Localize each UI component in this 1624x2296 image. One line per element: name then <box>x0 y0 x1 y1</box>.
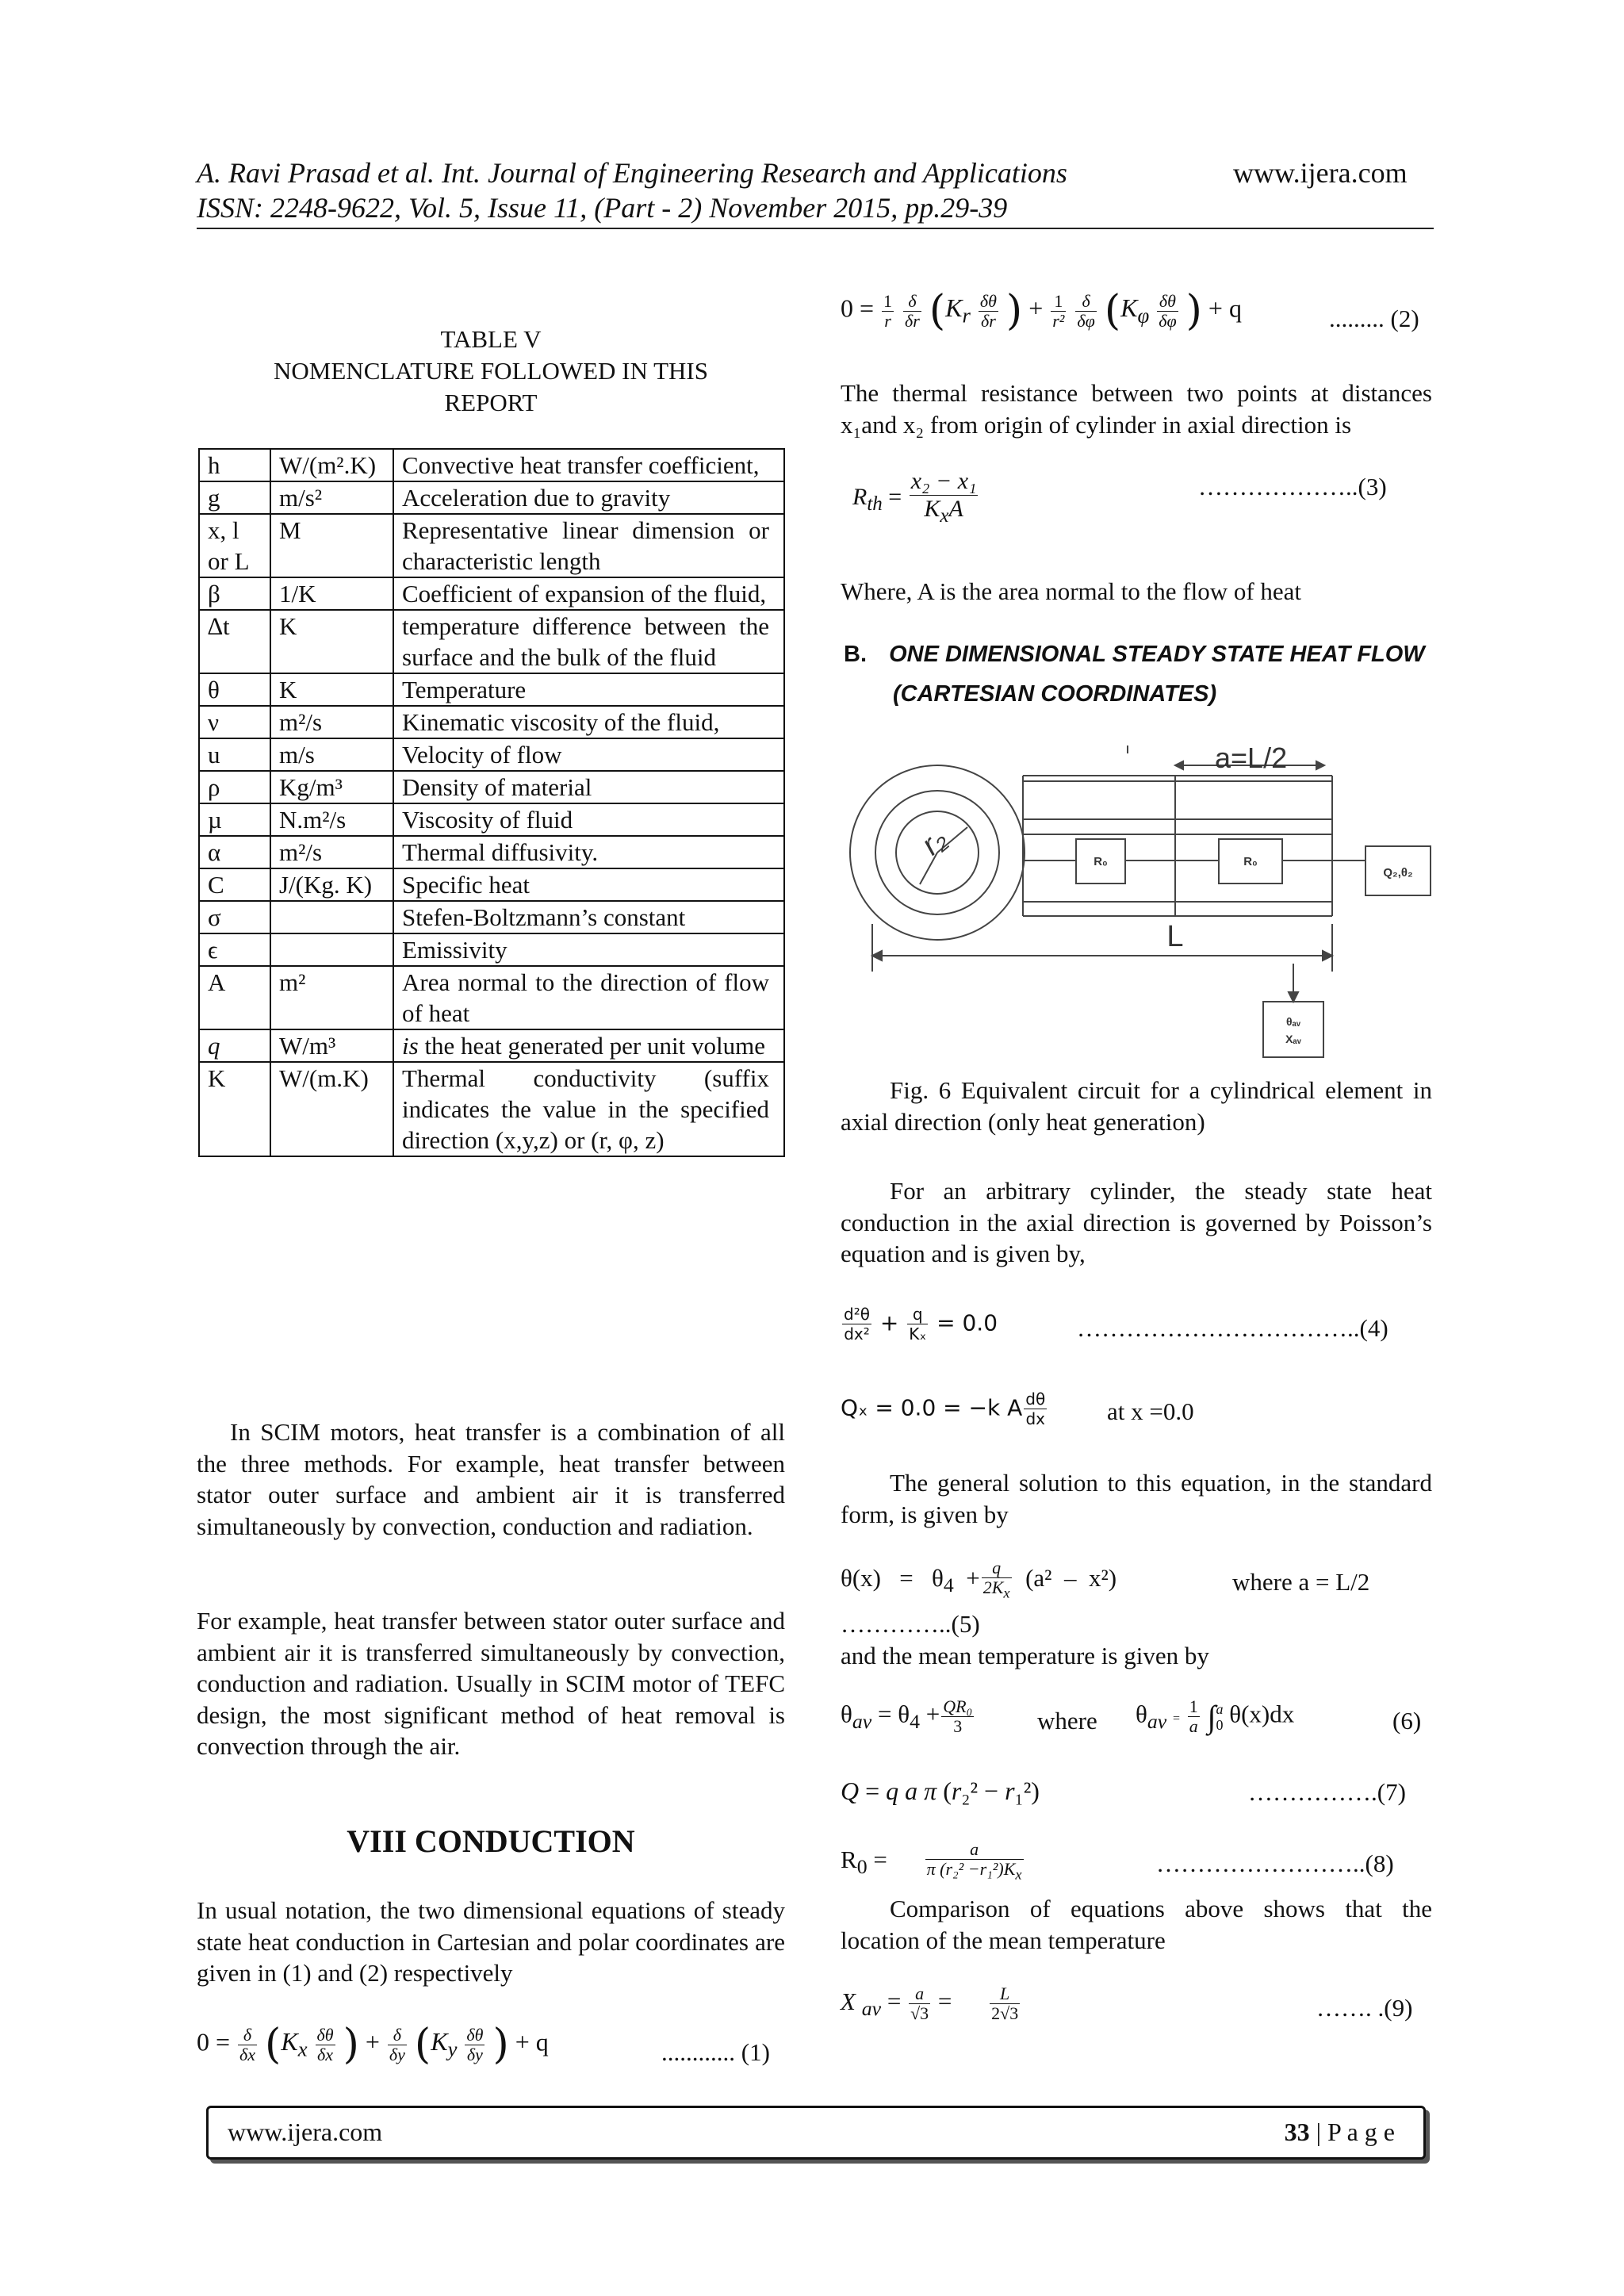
symbol-cell: µ <box>199 803 270 836</box>
table-subtitle-2: REPORT <box>444 389 538 416</box>
footer-bar <box>206 2106 1426 2160</box>
mean-temp-box <box>1263 1002 1323 1057</box>
unit-cell <box>270 933 393 966</box>
nomenclature-table <box>198 448 785 1157</box>
unit-cell: m/s² <box>270 481 393 514</box>
unit-cell: W/(m.K) <box>270 1062 393 1156</box>
unit-cell: J/(Kg. K) <box>270 868 393 901</box>
description-cell: Velocity of flow <box>393 738 784 771</box>
description-cell: Density of material <box>393 771 784 803</box>
paragraph-scim-heat-transfer: In SCIM motors, heat transfer is a combination of all the three methods. For example, heat transfer between stator outer surface and ambient air it is transferred simultaneously by convection, conduction and radiation. <box>197 1418 785 1540</box>
table-row <box>199 673 784 706</box>
journal-header-line1: A. Ravi Prasad et al. Int. Journal of Engineering Research and Applications <box>197 157 1067 189</box>
table-title: TABLE V <box>440 325 542 353</box>
symbol-cell: θ <box>199 673 270 706</box>
footer-page-number <box>1285 2118 1395 2147</box>
figure-label-q: Q₂,θ₂ <box>1383 866 1413 880</box>
unit-cell: m²/s <box>270 706 393 738</box>
equation-7: Q = q a π (r₂² − r₁²) …………….(7) <box>841 1777 1406 1806</box>
unit-cell <box>270 901 393 933</box>
unit-cell: K <box>270 610 393 673</box>
section-heading-conduction: VIII CONDUCTION <box>347 1823 635 1859</box>
figure-label-r0-right: R₀ <box>1243 855 1258 868</box>
boundary-condition-text: at x =0.0 <box>1107 1397 1194 1425</box>
description-italic: is <box>402 1032 419 1060</box>
description-cell <box>393 1029 784 1062</box>
symbol-cell: ν <box>199 706 270 738</box>
description-cell: Area normal to the direction of flow of heat <box>393 966 784 1029</box>
figure-label-theta: θₐᵥ <box>1286 1015 1300 1028</box>
table-row <box>199 803 784 836</box>
unit-cell: m/s <box>270 738 393 771</box>
unit-cell: W/(m².K) <box>270 449 393 481</box>
figure-equivalent-circuit <box>848 734 1435 1075</box>
symbol-cell: ∆t <box>199 610 270 673</box>
equation-3-number: ………………..(3) <box>1198 473 1387 500</box>
symbol-cell: ρ <box>199 771 270 803</box>
equation-8: $R_0$ = $\frac{a}{\pi (r_2^2 -r_1^2)K_x}$ ……………………..(8) <box>841 1839 1394 1883</box>
symbol-cell: q <box>199 1029 270 1062</box>
table-subtitle-1: NOMENCLATURE FOLLOWED IN THIS <box>274 357 708 385</box>
unit-cell: m² <box>270 966 393 1029</box>
subsection-title-line2: (CARTESIAN COORDINATES) <box>893 681 1217 707</box>
paragraph-area-definition: Where, A is the area normal to the flow of heat <box>841 577 1302 605</box>
figure-label-radius: r₂ <box>915 822 954 862</box>
header-rule <box>197 228 1434 229</box>
symbol-cell: σ <box>199 901 270 933</box>
description-cell: Temperature <box>393 673 784 706</box>
equation-4: $\frac{\text{d²θ}}{\text{dx²}}$ + $\frac{q}{\text{Kₓ}}$ = 0.0 ……………………………..(4) <box>844 1305 1388 1343</box>
table-row <box>199 836 784 868</box>
table-row <box>199 771 784 803</box>
figure-label-r0-left: R₀ <box>1094 855 1108 868</box>
equation-9: X $_{av}$ = $\frac{a}{√3}$ = $\frac{L}{2√3}$ ……. .(9) <box>841 1984 1413 2023</box>
description-cell: Representative linear dimension or characteristic length <box>393 514 784 577</box>
equation-6-where: where <box>1037 1707 1097 1734</box>
unit-cell: Kg/m³ <box>270 771 393 803</box>
unit-cell: M <box>270 514 393 577</box>
table-row <box>199 610 784 673</box>
description-cell: temperature difference between the surface and the bulk of the fluid <box>393 610 784 673</box>
table-row <box>199 706 784 738</box>
table-row <box>199 901 784 933</box>
page-word: | P a g e <box>1309 2118 1395 2146</box>
symbol-cell: β <box>199 577 270 610</box>
equation-4-number: ……………………………..(4) <box>1077 1314 1388 1342</box>
symbol-cell: h <box>199 449 270 481</box>
symbol-cell: g <box>199 481 270 514</box>
symbol-cell: u <box>199 738 270 771</box>
figure-label-x: Xₐᵥ <box>1285 1033 1301 1045</box>
table-caption <box>197 324 785 419</box>
description-cell: Coefficient of expansion of the fluid, <box>393 577 784 610</box>
table-row <box>199 449 784 481</box>
unit-cell: K <box>270 673 393 706</box>
table-row <box>199 1029 784 1062</box>
equation-1-number: ............ (1) <box>661 2038 770 2066</box>
equation-5-where: where a = L/2 <box>1232 1568 1370 1596</box>
equation-5: $\theta(x) = \theta_4$ + $\frac{q}{2K_x}$ (a² – x²) where a = L/2 <box>841 1558 1370 1601</box>
paragraph-conduction-equations: In usual notation, the two dimensional equations of steady state heat conduction in Cartesian and polar coordinates are given in (1) and (2) respectively <box>197 1896 785 1987</box>
paragraph-poisson: For an arbitrary cylinder, the steady state heat conduction in the axial direction is governed by Poisson’s equation and is given by, <box>841 1177 1432 1267</box>
description-cell: Viscosity of fluid <box>393 803 784 836</box>
symbol-cell: K <box>199 1062 270 1156</box>
paragraph-comparison: Comparison of equations above shows that the location of the mean temperature <box>841 1895 1432 1954</box>
symbol-cell: x, l or L <box>199 514 270 577</box>
equation-6: $\theta_{av} = \theta_4$ + $\frac{\text{QR₀}}{3}$ where $\theta_{av}$ = $\frac{1}{a}$ ∫a 0 θ(x)dx (6) <box>841 1696 1422 1736</box>
subsection-title-line1: ONE DIMENSIONAL STEADY STATE HEAT FLOW <box>889 642 1425 667</box>
description-cell: Acceleration due to gravity <box>393 481 784 514</box>
equation-2-number: ......... (2) <box>1329 305 1419 332</box>
journal-header-line2: ISSN: 2248-9622, Vol. 5, Issue 11, (Part - 2) November 2015, pp.29-39 <box>197 192 1008 224</box>
description-cell: Convective heat transfer coefficient, <box>393 449 784 481</box>
equation-3: $R_{th}$ = $\frac{\text{x₂ − x₁}}{K_xA}$ ………………..(3) <box>852 468 1387 527</box>
description-cell: Kinematic viscosity of the fluid, <box>393 706 784 738</box>
equation-5-number: …………..(5) <box>841 1610 980 1638</box>
unit-cell: m²/s <box>270 836 393 868</box>
description-cell: Thermal conductivity (suffix indicates the value in the specified direction (x,y,z) or (r, φ, z) <box>393 1062 784 1156</box>
equation-6-number: (6) <box>1392 1707 1422 1734</box>
figure-label-l: L <box>1166 920 1184 953</box>
table-row <box>199 1062 784 1156</box>
description-cell: Specific heat <box>393 868 784 901</box>
unit-cell: 1/K <box>270 577 393 610</box>
symbol-cell: α <box>199 836 270 868</box>
equation-9-number: ……. .(9) <box>1316 1994 1413 2022</box>
footer-website[interactable]: www.ijera.com <box>228 2118 383 2146</box>
symbol-cell: ϵ <box>199 933 270 966</box>
paragraph-general-solution: The general solution to this equation, in the standard form, is given by <box>841 1469 1432 1528</box>
description-text: the heat generated per unit volume <box>418 1032 765 1060</box>
table-row <box>199 933 784 966</box>
table-row <box>199 577 784 610</box>
subsection-heading <box>844 634 1435 714</box>
table-row <box>199 738 784 771</box>
figure-caption: Fig. 6 Equivalent circuit for a cylindrical element in axial direction (only heat generation) <box>841 1076 1432 1136</box>
description-cell: Emissivity <box>393 933 784 966</box>
equation-7-number: …………….(7) <box>1248 1778 1406 1806</box>
paragraph-mean-temperature: and the mean temperature is given by <box>841 1642 1209 1669</box>
unit-cell: N.m²/s <box>270 803 393 836</box>
figure-label-a: a=L/2 <box>1215 742 1288 774</box>
equation-2: 0 = $\frac{1}{r}$ $\frac{\delta}{\delta r}$ ($K_r$ $\frac{\delta\theta}{\delta r}$ ) + $\frac{1}{\text{r²}}$ $\frac{\delta}{\delta\varphi}$ ($K_\varphi$ $\frac{\delta\theta}{\delta\varphi}$ ) + q ......... (2) <box>841 287 1419 335</box>
symbol-cell: C <box>199 868 270 901</box>
description-cell: Stefen-Boltzmann’s constant <box>393 901 784 933</box>
description-cell: Thermal diffusivity. <box>393 836 784 868</box>
unit-cell: W/m³ <box>270 1029 393 1062</box>
equation-8-number: ……………………..(8) <box>1156 1849 1394 1877</box>
boundary-condition: Qₓ = 0.0 = −k A $\frac{d\theta}{dx}$ at x =0.0 <box>841 1389 1194 1428</box>
table-row <box>199 481 784 514</box>
page-number: 33 <box>1284 2118 1310 2146</box>
table-row <box>199 966 784 1029</box>
table-row <box>199 868 784 901</box>
header-website[interactable]: www.ijera.com <box>1233 157 1408 189</box>
paragraph-thermal-resistance: The thermal resistance between two points at distances x₁and x₂ from origin of cylinder in axial direction is <box>841 379 1432 439</box>
subsection-letter: B. <box>844 642 867 667</box>
table-row <box>199 514 784 577</box>
paragraph-tefc-convection: For example, heat transfer between stator outer surface and ambient air it is transferred simultaneously by convection, conduction and radiation. Usually in SCIM motor of TEFC design, the most significant method of heat removal is convection through the air. <box>197 1607 785 1760</box>
equation-1: 0 = $\frac{\delta}{\delta x}$ ($K_x$ $\frac{\delta\theta}{\delta x}$ ) + $\frac{\delta}{\delta y}$ ($K_y$ $\frac{\delta\theta}{\delta y}$ ) + q ............ (1) <box>197 2021 770 2068</box>
symbol-cell: A <box>199 966 270 1029</box>
